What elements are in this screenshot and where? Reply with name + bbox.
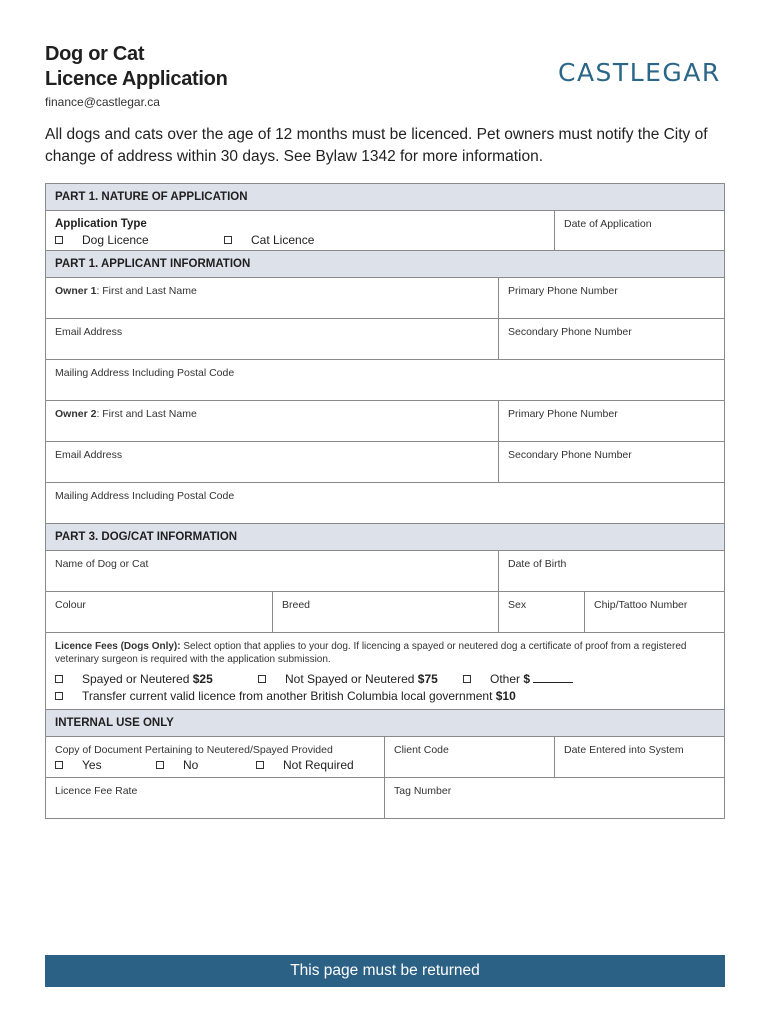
row-owner1-email xyxy=(46,319,724,360)
copy-document-options xyxy=(55,758,375,772)
row-owner1-mailing xyxy=(46,360,724,401)
return-page-banner: This page must be returned xyxy=(45,955,725,987)
other-amount-blank[interactable] xyxy=(533,673,573,683)
pet-dob-label: Date of Birth xyxy=(508,558,567,570)
row-owner2-email xyxy=(46,442,724,483)
copy-yes-label: Yes xyxy=(82,758,102,772)
tag-number-field[interactable] xyxy=(385,778,724,818)
copy-no-label: No xyxy=(183,758,199,772)
owner2-email-field[interactable] xyxy=(46,442,499,482)
owner1-secondary-phone-label: Secondary Phone Number xyxy=(508,326,632,338)
row-pet-details xyxy=(46,592,724,633)
not-spayed-label: Not Spayed or Neutered xyxy=(285,672,415,686)
date-entered-field[interactable] xyxy=(555,737,724,777)
title-line-2: Licence Application xyxy=(45,68,228,90)
owner1-email-field[interactable] xyxy=(46,319,499,359)
castlegar-logo: CASTLEGAR xyxy=(558,58,721,87)
row-owner2-name xyxy=(46,401,724,442)
spayed-checkbox[interactable] xyxy=(55,675,63,683)
row-internal-2 xyxy=(46,778,724,818)
transfer-price: $10 xyxy=(495,689,516,703)
fee-rate-label: Licence Fee Rate xyxy=(55,785,138,797)
date-of-application-label: Date of Application xyxy=(564,218,652,230)
row-application-type xyxy=(46,211,724,251)
owner1-name-field[interactable] xyxy=(46,278,499,318)
owner1-name-label: : First and Last Name xyxy=(96,285,197,297)
other-price: $ xyxy=(523,672,531,686)
other-checkbox[interactable] xyxy=(463,675,471,683)
licence-fees-note xyxy=(55,640,715,666)
row-internal-1 xyxy=(46,737,724,778)
owner2-name-field[interactable] xyxy=(46,401,499,441)
application-type-options xyxy=(55,233,545,247)
section-heading-nature: PART 1. NATURE OF APPLICATION xyxy=(46,184,724,211)
section-heading-internal: INTERNAL USE ONLY xyxy=(46,710,724,737)
owner2-mailing-label: Mailing Address Including Postal Code xyxy=(55,490,235,502)
licence-fees-box xyxy=(46,633,724,710)
owner1-mailing-label: Mailing Address Including Postal Code xyxy=(55,367,235,379)
licence-fees-instructions: Select option that applies to your dog. If licencing a spayed or neutered dog a certificate of proof from a registered veterinary surgeon is required with the application submission. xyxy=(55,641,687,665)
pet-name-field[interactable] xyxy=(46,551,499,591)
dog-licence-label: Dog Licence xyxy=(82,233,149,247)
cat-licence-checkbox[interactable] xyxy=(224,236,232,244)
intro-text: All dogs and cats over the age of 12 months must be licenced. Pet owners must notify the City of change of address within 30 days. See Bylaw 1342 for more information. xyxy=(45,126,708,165)
colour-label: Colour xyxy=(55,599,86,611)
owner2-mailing-field[interactable] xyxy=(46,483,724,523)
section-heading-dogcat: PART 3. DOG/CAT INFORMATION xyxy=(46,524,724,551)
pet-dob-field[interactable] xyxy=(499,551,724,591)
owner2-email-label: Email Address xyxy=(55,449,123,461)
client-code-field[interactable] xyxy=(385,737,555,777)
date-of-application-field[interactable] xyxy=(555,211,724,250)
dog-licence-checkbox[interactable] xyxy=(55,236,63,244)
cat-licence-option[interactable] xyxy=(224,233,314,247)
application-type-cell xyxy=(46,211,555,250)
not-spayed-option[interactable] xyxy=(258,671,463,687)
dog-licence-option[interactable] xyxy=(55,233,224,247)
transfer-checkbox[interactable] xyxy=(55,692,63,700)
other-label: Other xyxy=(490,672,521,686)
application-type-label: Application Type xyxy=(55,218,147,230)
section-heading-applicant: PART 1. APPLICANT INFORMATION xyxy=(46,251,724,278)
copy-document-label: Copy of Document Pertaining to Neutered/Spayed Provided xyxy=(55,744,333,756)
other-option[interactable] xyxy=(463,672,573,686)
copy-not-required-label: Not Required xyxy=(283,758,354,772)
owner1-secondary-phone-field[interactable] xyxy=(499,319,724,359)
copy-document-cell xyxy=(46,737,385,777)
spayed-price: $25 xyxy=(192,672,213,686)
client-code-label: Client Code xyxy=(394,744,449,756)
contact-email[interactable]: finance@castlegar.ca xyxy=(45,95,160,109)
owner1-primary-phone-field[interactable] xyxy=(499,278,724,318)
chip-tattoo-label: Chip/Tattoo Number xyxy=(594,599,688,611)
spayed-option[interactable] xyxy=(55,671,258,687)
transfer-label: Transfer current valid licence from another British Columbia local government xyxy=(82,689,493,703)
row-pet-name xyxy=(46,551,724,592)
owner2-prefix: Owner 2 xyxy=(55,408,97,420)
application-form xyxy=(45,183,725,819)
owner2-secondary-phone-label: Secondary Phone Number xyxy=(508,449,632,461)
title-line-1: Dog or Cat xyxy=(45,43,145,65)
transfer-option[interactable] xyxy=(55,689,516,703)
owner1-mailing-field[interactable] xyxy=(46,360,724,400)
sex-field[interactable] xyxy=(499,592,585,632)
row-owner1-name xyxy=(46,278,724,319)
chip-tattoo-field[interactable] xyxy=(585,592,724,632)
breed-label: Breed xyxy=(282,599,311,611)
owner1-prefix: Owner 1 xyxy=(55,285,97,297)
row-owner2-mailing xyxy=(46,483,724,524)
copy-yes-option[interactable] xyxy=(55,758,156,772)
licence-fees-title: Licence Fees (Dogs Only): xyxy=(55,641,181,652)
owner1-email-label: Email Address xyxy=(55,326,123,338)
not-spayed-price: $75 xyxy=(417,672,438,686)
owner2-name-label: : First and Last Name xyxy=(96,408,197,420)
breed-field[interactable] xyxy=(273,592,499,632)
copy-not-required-checkbox[interactable] xyxy=(256,761,264,769)
sex-label: Sex xyxy=(508,599,527,611)
colour-field[interactable] xyxy=(46,592,273,632)
copy-no-checkbox[interactable] xyxy=(156,761,164,769)
owner2-primary-phone-label: Primary Phone Number xyxy=(508,408,618,420)
owner2-primary-phone-field[interactable] xyxy=(499,401,724,441)
spayed-label: Spayed or Neutered xyxy=(82,672,190,686)
pet-name-label: Name of Dog or Cat xyxy=(55,558,149,570)
fee-rate-field[interactable] xyxy=(46,778,385,818)
form-title xyxy=(45,42,227,92)
cat-licence-label: Cat Licence xyxy=(251,233,315,247)
fee-options-line-2 xyxy=(55,688,715,704)
copy-not-required-option[interactable] xyxy=(256,758,354,772)
owner2-secondary-phone-field[interactable] xyxy=(499,442,724,482)
date-entered-label: Date Entered into System xyxy=(564,744,684,756)
tag-number-label: Tag Number xyxy=(394,785,452,797)
owner1-primary-phone-label: Primary Phone Number xyxy=(508,285,618,297)
copy-no-option[interactable] xyxy=(156,758,256,772)
copy-yes-checkbox[interactable] xyxy=(55,761,63,769)
fee-options-line-1 xyxy=(55,671,715,687)
not-spayed-checkbox[interactable] xyxy=(258,675,266,683)
